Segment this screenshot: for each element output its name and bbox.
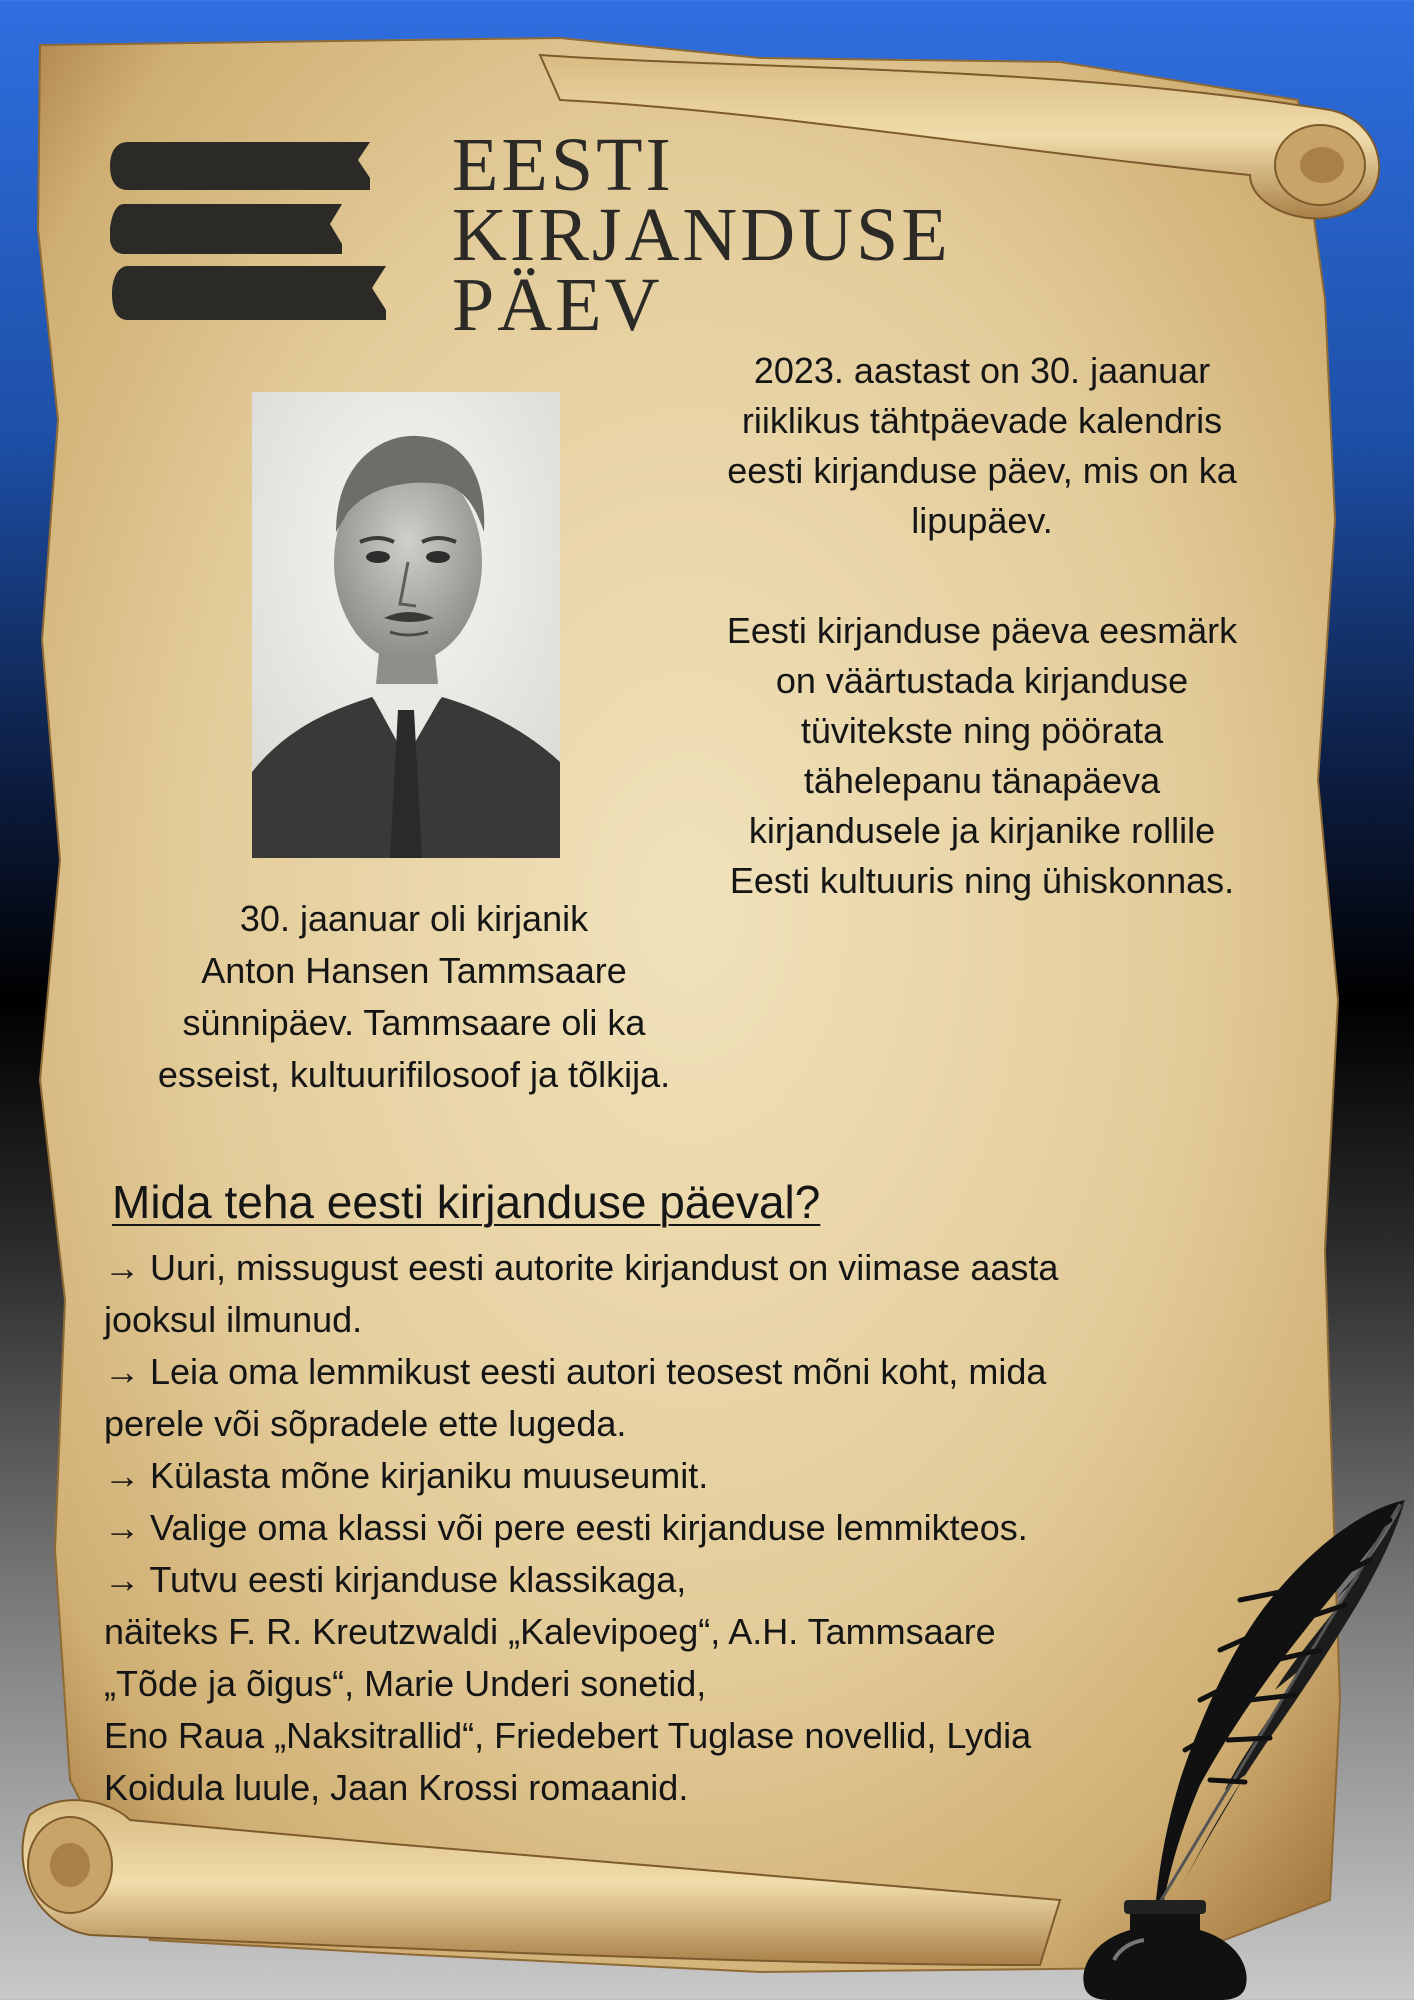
goal-text (672, 606, 1292, 906)
intro-line: 2023. aastast on 30. jaanuar (753, 350, 1211, 391)
goal-line: tüvitekste ning pöörata (800, 710, 1164, 751)
intro-line: lipupäev. (911, 500, 1053, 541)
goal-line: tähelepanu tänapäeva (803, 760, 1161, 801)
list-item: → Tutvu eesti kirjanduse klassikaga, (104, 1559, 687, 1600)
goal-line: kirjandusele ja kirjanike rollile (748, 810, 1216, 851)
books-stack-icon (110, 138, 400, 338)
title-line-2: KIRJANDUSE (452, 193, 951, 277)
list-item: → Külasta mõne kirjaniku muuseumit. (104, 1455, 709, 1496)
caption-line: 30. jaanuar oli kirjanik (239, 898, 589, 939)
list-item: → Valige oma klassi või pere eesti kirjanduse lemmikteos. (104, 1507, 1028, 1548)
list-item: näiteks F. R. Kreutzwaldi „Kalevipoeg“, A.H. Tammsaare (104, 1611, 996, 1652)
title-line-1: EESTI (452, 123, 674, 207)
caption-line: sünnipäev. Tammsaare oli ka (182, 1002, 646, 1043)
intro-line: riiklikus tähtpäevade kalendris (741, 400, 1223, 441)
goal-line: on väärtustada kirjanduse (775, 660, 1189, 701)
quill-inkwell-icon (1060, 1490, 1414, 2000)
list-item: perele või sõpradele ette lugeda. (104, 1403, 627, 1444)
list-item: Eno Raua „Naksitrallid“, Friedebert Tuglase novellid, Lydia (104, 1715, 1032, 1756)
caption-line: Anton Hansen Tammsaare (201, 950, 627, 991)
title-line-3: PÄEV (452, 263, 663, 347)
goal-line: Eesti kultuuris ning ühiskonnas. (729, 860, 1235, 901)
portrait-caption (104, 893, 724, 1101)
page-title (452, 123, 951, 347)
list-item: Koidula luule, Jaan Krossi romaanid. (104, 1767, 689, 1808)
list-item: → Uuri, missugust eesti autorite kirjandust on viimase aasta (104, 1247, 1059, 1288)
intro-text (672, 346, 1292, 546)
intro-line: eesti kirjanduse päev, mis on ka (727, 450, 1237, 491)
list-item: „Tõde ja õigus“, Marie Underi sonetid, (104, 1663, 707, 1704)
list-item: → Leia oma lemmikust eesti autori teosest mõni koht, mida (104, 1351, 1047, 1392)
ideas-heading: Mida teha eesti kirjanduse päeval? (112, 1176, 821, 1228)
goal-line: Eesti kirjanduse päeva eesmärk (726, 610, 1238, 651)
ideas-list (104, 1242, 1184, 1814)
portrait-photo (252, 392, 560, 858)
list-item: jooksul ilmunud. (104, 1299, 363, 1340)
caption-line: esseist, kultuurifilosoof ja tõlkija. (157, 1054, 671, 1095)
